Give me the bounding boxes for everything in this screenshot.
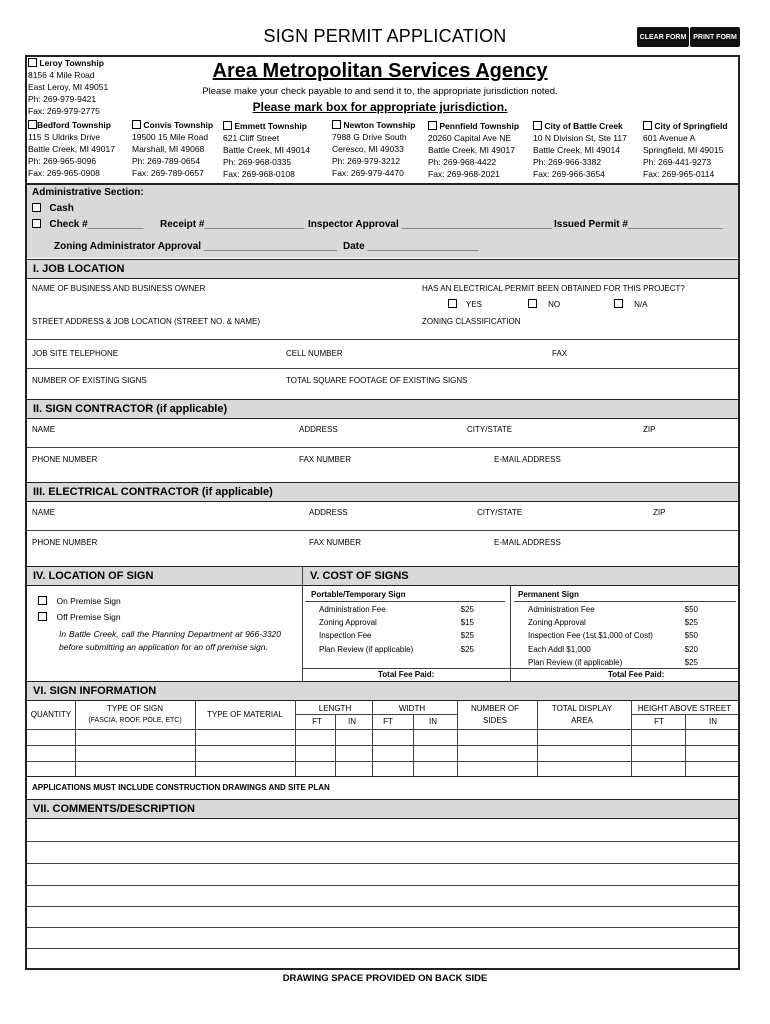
no-checkbox[interactable] <box>528 299 537 308</box>
off-premise-row[interactable]: Off Premise Sign <box>38 612 121 622</box>
fee-amount: $25 <box>684 618 698 628</box>
fee-row <box>319 643 474 656</box>
fee-amount: $25 <box>460 605 474 614</box>
cell-number-field[interactable]: CELL NUMBER <box>286 349 343 358</box>
business-owner-field[interactable]: NAME OF BUSINESS AND BUSINESS OWNER <box>32 284 206 293</box>
jurisdiction-pennfield: Pennfield Township 20260 Capital Ave NE Battle Creek, MI 49017 Ph: 269-968-4422 Fax: 269-968-2021 <box>428 121 520 179</box>
off-premise-checkbox[interactable] <box>38 612 47 621</box>
divider <box>514 601 736 602</box>
length-ft: FT <box>312 717 322 726</box>
na-checkbox[interactable] <box>614 299 623 308</box>
divider <box>27 339 738 340</box>
elec-contractor-address-field[interactable]: ADDRESS <box>309 508 348 517</box>
electrical-na[interactable]: N/A <box>614 299 647 309</box>
cost-of-signs-header: V. COST OF SIGNS <box>310 570 409 582</box>
divider <box>305 601 505 602</box>
col-material: TYPE OF MATERIAL <box>207 710 283 719</box>
print-form-button[interactable]: PRINT FORM <box>690 27 740 47</box>
fee-amount: $25 <box>684 657 698 667</box>
divider <box>27 530 738 531</box>
sign-information-header: VI. SIGN INFORMATION <box>27 681 738 701</box>
fee-amount: $50 <box>684 605 698 614</box>
col-number-of-sides: NUMBER OF SIDES <box>471 704 519 725</box>
fee-row <box>528 629 698 642</box>
jurisdiction-battle-creek: City of Battle Creek 10 N Division St, Ste 117 Battle Creek, MI 49014 Ph: 269-966-3382 Fax: 269-966-3654 <box>533 121 627 179</box>
receipt-field[interactable]: Receipt #__________________ <box>160 219 305 230</box>
location-of-sign-header: IV. LOCATION OF SIGN <box>33 570 154 582</box>
electrical-no[interactable]: NO <box>528 299 560 309</box>
fee-row <box>319 603 474 616</box>
fee-amount: $50 <box>684 631 698 641</box>
fee-amount: $15 <box>460 618 474 628</box>
mark-box-instruction: Please mark box for appropriate jurisdiction. <box>252 100 508 114</box>
divider <box>27 447 738 448</box>
length-in: IN <box>348 717 356 726</box>
jurisdiction-leroy: Leroy Township 8156 4 Mile Road East Leroy, MI 49051 Ph: 269-979-9421 Fax: 269-979-2775 <box>28 58 109 116</box>
check-checkbox[interactable] <box>32 219 41 228</box>
check-number-field[interactable]: Check #__________ <box>49 219 144 230</box>
yes-checkbox[interactable] <box>448 299 457 308</box>
width-ft: FT <box>383 717 393 726</box>
agency-name: Area Metropolitan Services Agency <box>212 60 548 82</box>
sign-contractor-fax-field[interactable]: FAX NUMBER <box>299 455 352 464</box>
cash-checkbox[interactable] <box>32 203 41 212</box>
emmett-checkbox[interactable] <box>223 121 232 130</box>
fee-label: Each Addl $1,000 <box>528 644 591 654</box>
temporary-sign-title: Portable/Temporary Sign <box>311 590 406 599</box>
fee-amount: $20 <box>684 644 698 654</box>
fee-label: Zoning Approval <box>528 618 586 628</box>
zoning-admin-approval-field[interactable]: Zoning Administrator Approval ________________________ <box>54 241 338 252</box>
construction-drawings-notice: APPLICATIONS MUST INCLUDE CONSTRUCTION DRAWINGS AND SITE PLAN <box>32 783 330 792</box>
fee-label: Inspection Fee <box>319 631 372 641</box>
divider <box>27 776 738 777</box>
newton-checkbox[interactable] <box>332 120 341 129</box>
col-type-of-sign: TYPE OF SIGN (FASCIA, ROOF, POLE, ETC) <box>88 704 182 724</box>
page-title: SIGN PERMIT APPLICATION <box>263 26 507 46</box>
inspector-approval-field[interactable]: Inspector Approval ___________________________ <box>308 219 552 230</box>
jurisdiction-springfield: City of Springfield 601 Avenue A Springfield, MI 49015 Ph: 269-441-9273 Fax: 269-965-0114 <box>643 121 728 179</box>
fee-amount: $25 <box>460 644 474 654</box>
sign-contractor-address-field[interactable]: ADDRESS <box>299 425 338 434</box>
fee-label: Administration Fee <box>319 605 386 614</box>
jurisdiction-convis: Convis Township 19500 15 Mile Road Marshall, MI 49068 Ph: 269-789-0654 Fax: 269-789-0657 <box>132 120 214 178</box>
job-fax-field[interactable]: FAX <box>552 349 568 358</box>
sign-contractor-header: II. SIGN CONTRACTOR (if applicable) <box>27 399 738 419</box>
elec-contractor-zip-field[interactable]: ZIP <box>653 508 666 517</box>
zoning-classification-field[interactable]: ZONING CLASSIFICATION <box>422 317 521 326</box>
permanent-fee-list <box>528 603 698 669</box>
on-premise-row[interactable]: On Premise Sign <box>38 596 121 606</box>
divider <box>302 668 738 669</box>
battle-creek-note: In Battle Creek, call the Planning Department at 966-3320 before submitting an application for an off premise sign. <box>59 629 281 652</box>
on-premise-checkbox[interactable] <box>38 596 47 605</box>
fee-label: Administration Fee <box>528 605 595 614</box>
fee-row <box>319 629 474 642</box>
check-row <box>32 219 143 230</box>
clear-form-button[interactable]: CLEAR FORM <box>637 27 689 47</box>
elec-contractor-fax-field[interactable]: FAX NUMBER <box>309 538 362 547</box>
sign-info-table <box>27 701 738 776</box>
pennfield-checkbox[interactable] <box>428 121 437 130</box>
fee-row <box>319 616 474 629</box>
electrical-yes[interactable]: YES <box>448 299 482 309</box>
col-height-above-street: HEIGHT ABOVE STREET <box>637 704 732 713</box>
job-location-header: I. JOB LOCATION <box>27 259 738 279</box>
fee-row <box>528 603 698 616</box>
street-address-field[interactable]: STREET ADDRESS & JOB LOCATION (STREET NO. & NAME) <box>32 317 261 326</box>
cash-label: Cash <box>49 203 74 214</box>
existing-signs-field[interactable]: NUMBER OF EXISTING SIGNS <box>32 376 147 385</box>
comments-field[interactable] <box>27 819 738 969</box>
col-quantity: QUANTITY <box>30 710 72 719</box>
comments-header: VII. COMMENTS/DESCRIPTION <box>27 799 738 819</box>
fee-label: Plan Review (if applicable) <box>528 657 623 667</box>
issued-permit-field[interactable]: Issued Permit #_________________ <box>554 219 723 230</box>
sign-contractor-zip-field[interactable]: ZIP <box>643 425 656 434</box>
permanent-total-fee[interactable]: Total Fee Paid: <box>608 670 665 679</box>
sign-contractor-city-field[interactable]: CITY/STATE <box>467 425 513 434</box>
col-total-display: TOTAL DISPLAY AREA <box>551 704 613 725</box>
sign-contractor-phone-field[interactable]: PHONE NUMBER <box>32 455 98 464</box>
elec-contractor-email-field[interactable]: E-MAIL ADDRESS <box>494 538 561 547</box>
sign-contractor-email-field[interactable]: E-MAIL ADDRESS <box>494 455 561 464</box>
bedford-checkbox[interactable] <box>28 120 37 129</box>
fee-label: Zoning Approval <box>319 618 377 628</box>
divider <box>27 368 738 369</box>
fee-row <box>528 643 698 656</box>
width-in: IN <box>429 717 437 726</box>
height-in: IN <box>709 717 717 726</box>
existing-sqft-field[interactable]: TOTAL SQUARE FOOTAGE OF EXISTING SIGNS <box>286 376 468 385</box>
convis-checkbox[interactable] <box>132 120 141 129</box>
admin-title: Administrative Section: <box>32 187 144 198</box>
cash-row <box>32 203 74 214</box>
temporary-fee-list <box>319 603 479 656</box>
agency-instructions: Please make your check payable to and send it to, the appropriate jurisdiction noted. <box>202 86 558 97</box>
fee-label: Plan Review (if applicable) <box>319 644 414 654</box>
fee-row <box>528 616 698 629</box>
col-length: LENGTH <box>318 704 352 713</box>
springfield-checkbox[interactable] <box>643 121 652 130</box>
jurisdiction-bedford: Bedford Township 115 S Uldriks Drive Battle Creek, MI 49017 Ph: 269-965-9096 Fax: 269-965-0908 <box>28 120 115 178</box>
fee-label: Inspection Fee (1st $1,000 of Cost) <box>528 631 653 641</box>
job-site-telephone-field[interactable]: JOB SITE TELEPHONE <box>32 349 119 358</box>
fee-amount: $25 <box>460 631 474 641</box>
battle-creek-checkbox[interactable] <box>533 121 542 130</box>
col-width: WIDTH <box>398 704 426 713</box>
sign-contractor-name-field[interactable]: NAME <box>32 425 56 434</box>
electrical-permit-question: HAS AN ELECTRICAL PERMIT BEEN OBTAINED FOR THIS PROJECT? <box>422 284 685 293</box>
elec-contractor-phone-field[interactable]: PHONE NUMBER <box>32 538 98 547</box>
column-divider <box>302 566 303 684</box>
elec-contractor-name-field[interactable]: NAME <box>32 508 56 517</box>
column-divider <box>510 586 511 684</box>
leroy-checkbox[interactable] <box>28 58 37 67</box>
jurisdiction-emmett: Emmett Township 621 Cliff Street Battle Creek, MI 49014 Ph: 269-968-0335 Fax: 269-968-0108 <box>223 121 310 179</box>
elec-contractor-city-field[interactable]: CITY/STATE <box>477 508 523 517</box>
electrical-contractor-header: III. ELECTRICAL CONTRACTOR (if applicable) <box>27 482 738 502</box>
admin-date-field[interactable]: Date ____________________ <box>343 241 479 252</box>
jurisdiction-newton: Newton Township 7988 G Drive South Ceresco, MI 49033 Ph: 269-979-3212 Fax: 269-979-4470 <box>332 120 416 178</box>
temporary-total-fee[interactable]: Total Fee Paid: <box>378 670 435 679</box>
height-ft: FT <box>654 717 664 726</box>
drawing-space-note: DRAWING SPACE PROVIDED ON BACK SIDE <box>282 973 488 984</box>
permanent-sign-title: Permanent Sign <box>518 590 579 599</box>
